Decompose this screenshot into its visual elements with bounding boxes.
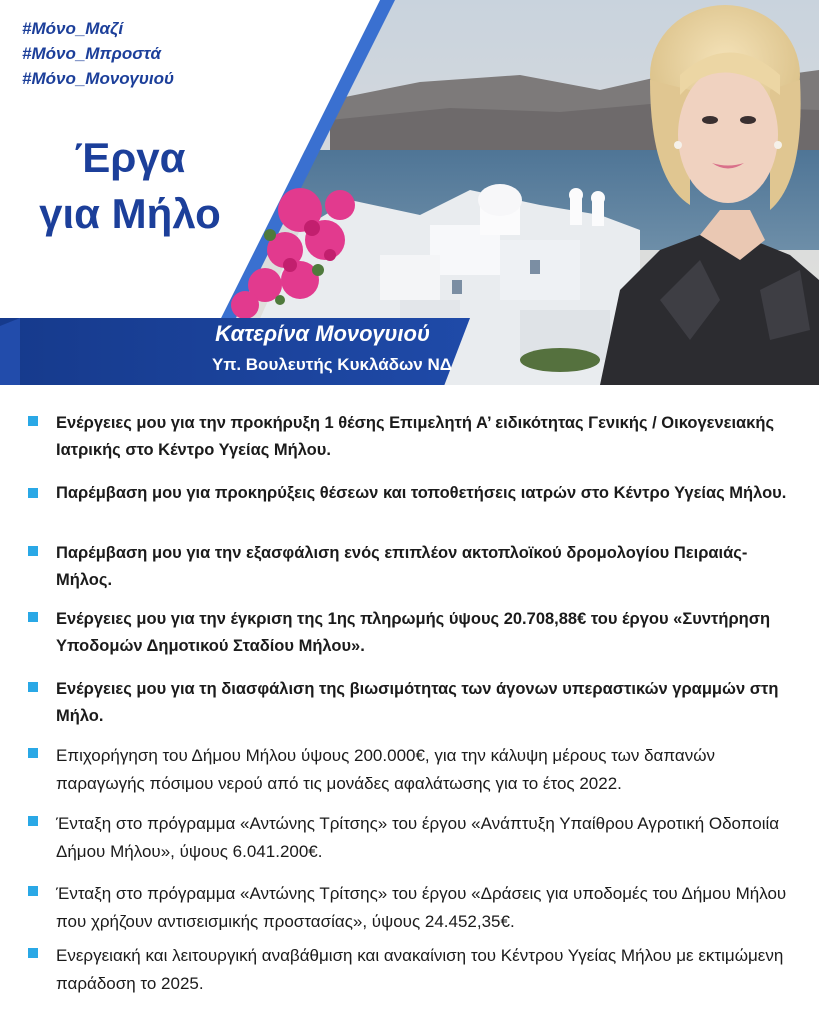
square-bullet-icon — [28, 612, 38, 622]
title-line-1: Έργα — [74, 134, 186, 181]
hashtag: #Μόνο_Μαζί — [22, 19, 124, 38]
list-item-text: Ενεργειακή και λειτουργική αναβάθμιση και ανακαίνιση του Κέντρου Υγείας Μήλου με εκτιμώμενη παράδοση το 2025. — [56, 946, 784, 993]
candidate-name: Κατερίνα Μονογυιού — [215, 321, 430, 346]
page-title — [30, 130, 230, 242]
square-bullet-icon — [28, 488, 38, 498]
square-bullet-icon — [28, 816, 38, 826]
header-banner — [0, 0, 819, 385]
list-item — [28, 810, 798, 866]
list-item — [28, 410, 798, 464]
list-item — [28, 540, 798, 594]
candidate-role: Υπ. Βουλευτής Κυκλάδων ΝΔ — [211, 355, 452, 374]
list-item-text: Ενέργειες μου για την προκήρυξη 1 θέσης Επιμελητή Α’ ειδικότητας Γενικής / Οικογενειακής Ιατρικής στο Κέντρο Υγείας Μήλου. — [56, 414, 775, 459]
title-line-2: για Μήλο — [39, 190, 221, 237]
list-item-text: Ενέργειες μου για την έγκριση της 1ης πληρωμής ύψους 20.708,88€ του έργου «Συντήρηση Υποδομών Δημοτικού Σταδίου Μήλου». — [56, 610, 771, 655]
list-item-text: Ένταξη στο πρόγραμμα «Αντώνης Τρίτσης» του έργου «Δράσεις για υποδομές του Δήμου Μήλου που χρήζουν αντισεισμικής προστασίας», ύψους 24.452,35€. — [56, 884, 787, 931]
square-bullet-icon — [28, 546, 38, 556]
list-item — [28, 482, 798, 504]
list-item — [28, 942, 798, 998]
list-item — [28, 742, 798, 798]
list-item-text: Ένταξη στο πρόγραμμα «Αντώνης Τρίτσης» του έργου «Ανάπτυξη Υπαίθρου Αγροτική Οδοποιία Δήμου Μήλου», ύψους 6.041.200€. — [56, 814, 780, 861]
square-bullet-icon — [28, 948, 38, 958]
list-item-text: Επιχορήγηση του Δήμου Μήλου ύψους 200.000€, για την κάλυψη μέρους των δαπανών παραγωγής πόσιμου νερού από τις μονάδες αφαλάτωσης για το έτος 2022. — [56, 746, 715, 793]
candidate-name-bar — [0, 318, 470, 385]
list-item-text: Παρέμβαση μου για την εξασφάλιση ενός επιπλέον ακτοπλοϊκού δρομολογίου Πειραιάς-Μήλος. — [56, 544, 748, 589]
square-bullet-icon — [28, 416, 38, 426]
list-item — [28, 676, 798, 730]
hashtag: #Μόνο_Μονογυιού — [22, 69, 175, 88]
square-bullet-icon — [28, 748, 38, 758]
list-item — [28, 606, 798, 660]
square-bullet-icon — [28, 886, 38, 896]
square-bullet-icon — [28, 682, 38, 692]
hashtag-list — [22, 16, 174, 91]
list-item-text: Παρέμβαση μου για προκηρύξεις θέσεων και τοποθετήσεις ιατρών στο Κέντρο Υγείας Μήλου. — [56, 484, 787, 502]
hashtag: #Μόνο_Μπροστά — [22, 44, 162, 63]
list-item — [28, 880, 798, 936]
list-item-text: Ενέργειες μου για τη διασφάλιση της βιωσιμότητας των άγονων υπεραστικών γραμμών στη Μήλο. — [56, 680, 779, 725]
